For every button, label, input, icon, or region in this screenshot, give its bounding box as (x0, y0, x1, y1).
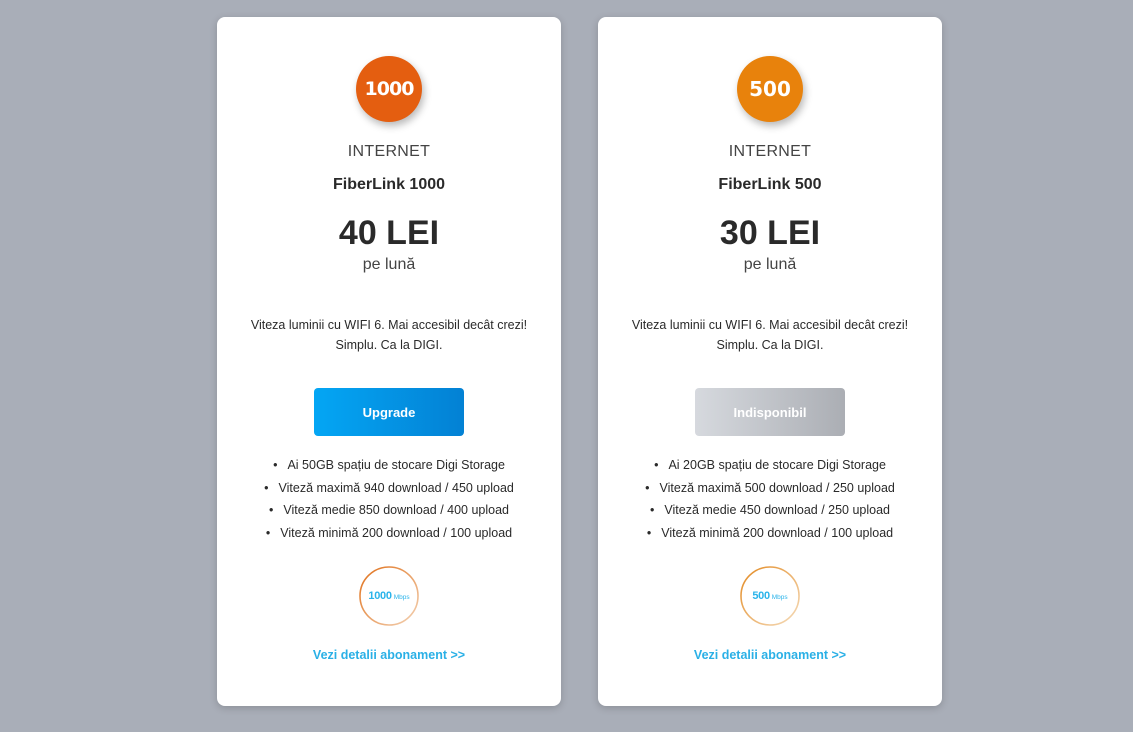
view-details-link[interactable]: Vezi detalii abonament >> (312, 648, 466, 662)
gauge-unit: Mbps (393, 593, 410, 601)
feature-item: • Viteză minimă 200 download / 100 upload (217, 522, 561, 545)
plan-card-fiberlink-500 (598, 17, 942, 706)
plan-description (233, 315, 545, 355)
description-line: Viteza luminii cu WIFI 6. Mai accesibil decât crezi! (250, 318, 528, 332)
plan-card-fiberlink-1000 (217, 17, 561, 706)
unavailable-button[interactable]: Indisponibil (695, 388, 845, 436)
feature-item: • Ai 50GB spațiu de stocare Digi Storage (217, 454, 561, 477)
speed-gauge (737, 563, 803, 629)
description-line: Viteza luminii cu WIFI 6. Mai accesibil decât crezi! (631, 318, 909, 332)
gauge-value: 1000 (368, 590, 392, 602)
feature-list (217, 454, 561, 544)
speed-gauge (356, 563, 422, 629)
feature-item: • Viteză minimă 200 download / 100 upload (598, 522, 942, 545)
feature-item: • Viteză medie 850 download / 400 upload (217, 499, 561, 522)
plan-name: FiberLink 1000 (332, 176, 446, 193)
feature-item: • Viteză medie 450 download / 250 upload (598, 499, 942, 522)
description-line: Simplu. Ca la DIGI. (716, 338, 824, 352)
speed-badge (737, 56, 803, 122)
gauge-value: 500 (752, 590, 770, 602)
upgrade-button[interactable]: Upgrade (314, 388, 464, 436)
price-period: pe lună (362, 256, 416, 273)
feature-list (598, 454, 942, 544)
plan-description (614, 315, 926, 355)
gauge-unit: Mbps (771, 593, 788, 601)
feature-item: • Viteză maximă 940 download / 450 upload (217, 477, 561, 500)
feature-item: • Ai 20GB spațiu de stocare Digi Storage (598, 454, 942, 477)
plan-price: 40 LEI (338, 214, 440, 252)
description-line: Simplu. Ca la DIGI. (335, 338, 443, 352)
view-details-link[interactable]: Vezi detalii abonament >> (693, 648, 847, 662)
speed-gauge-label (737, 563, 803, 629)
speed-badge-label: 500 (749, 77, 791, 101)
plan-name: FiberLink 500 (718, 176, 822, 193)
plan-category: INTERNET (728, 143, 812, 160)
plan-category: INTERNET (347, 143, 431, 160)
speed-badge (356, 56, 422, 122)
plan-price: 30 LEI (719, 214, 821, 252)
speed-badge-label: 1000 (364, 78, 414, 100)
feature-item: • Viteză maximă 500 download / 250 upload (598, 477, 942, 500)
price-period: pe lună (743, 256, 797, 273)
speed-gauge-label (356, 563, 422, 629)
